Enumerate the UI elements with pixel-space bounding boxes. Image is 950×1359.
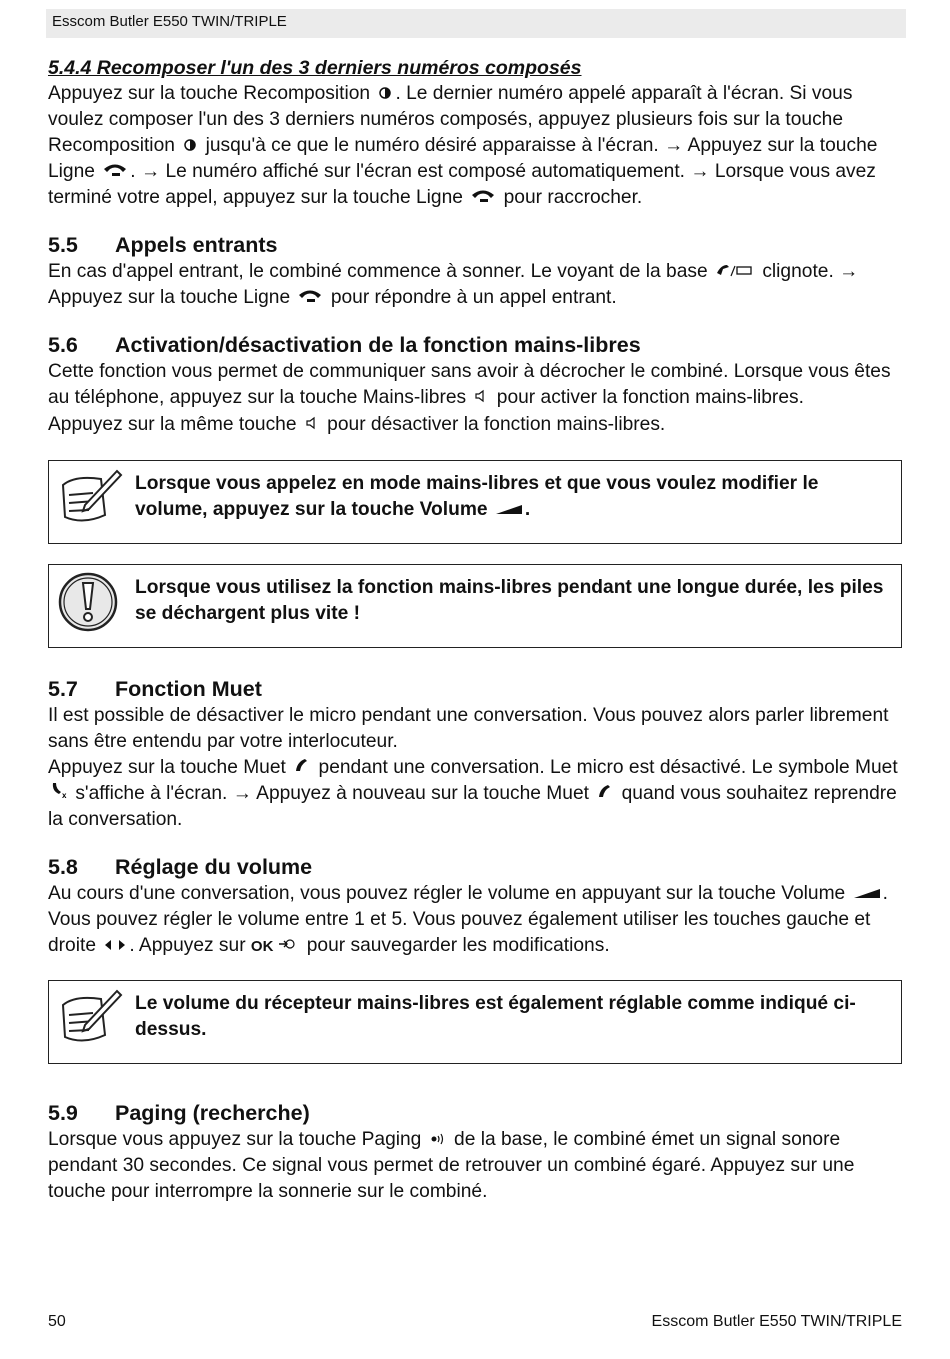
page-content bbox=[48, 56, 904, 1205]
page-header bbox=[46, 9, 906, 38]
section-heading-5-6: 5.6 Activation/désactivation de la fonction mains-libres bbox=[48, 333, 641, 358]
left-right-arrows-icon bbox=[103, 933, 127, 959]
subsection-title: 5.4.4 Recomposer l'un des 3 derniers numéros composés bbox=[48, 57, 582, 79]
mute-icon bbox=[293, 755, 311, 781]
footer-title: Esscom Butler E550 TWIN/TRIPLE bbox=[651, 1313, 902, 1330]
section-heading-5-7: 5.7 Fonction Muet bbox=[48, 676, 262, 701]
paragraph: Appuyez sur la même touche pour désactiver la fonction mains-libres. bbox=[48, 412, 904, 438]
mute-symbol-icon bbox=[50, 781, 68, 807]
line-handset-icon bbox=[297, 285, 323, 311]
ok-label: OK bbox=[250, 937, 274, 955]
section-heading-5-9: 5.9 Paging (recherche) bbox=[48, 1100, 310, 1125]
mute-icon bbox=[596, 781, 614, 807]
volume-icon bbox=[853, 881, 881, 907]
warning-box bbox=[48, 564, 902, 648]
note-text: Lorsque vous appelez en mode mains-libres et que vous voulez modifier le volume, appuyez sur la touche Volume . bbox=[49, 461, 901, 537]
note-pencil-icon bbox=[55, 465, 125, 539]
note-text: Le volume du récepteur mains-libres est également réglable comme indiqué ci-dessus. bbox=[135, 992, 856, 1040]
line-handset-icon bbox=[470, 185, 496, 211]
note-pencil-icon bbox=[55, 985, 125, 1059]
header-title: Esscom Butler E550 TWIN/TRIPLE bbox=[52, 13, 287, 30]
ok-key-icon bbox=[275, 933, 299, 959]
note-box bbox=[48, 460, 902, 544]
svg-text:x: x bbox=[62, 790, 67, 799]
warning-text: Lorsque vous utilisez la fonction mains-libres pendant une longue durée, les piles se déchargent plus vite ! bbox=[135, 576, 884, 624]
section-heading-5-8: 5.8 Réglage du volume bbox=[48, 854, 313, 879]
paragraph: Lorsque vous appuyez sur la touche Paging de la base, le combiné émet un signal sonore pendant 30 secondes. Ce signal vous permet de retrouver un combiné égaré. Appuyez sur une touche pour interrompre la sonnerie sur le combiné. bbox=[48, 1127, 904, 1205]
paragraph: Il est possible de désactiver le micro pendant une conversation. Vous pouvez alors parler librement sans être entendu par votre interlocuteur. bbox=[48, 704, 889, 752]
volume-icon bbox=[495, 497, 523, 523]
paragraph: Appuyez sur la touche Recomposition . Le dernier numéro appelé apparaît à l'écran. Si vous voulez composer l'un des 3 derniers numéros composés, appuyez plusieurs fois sur la touche Recomposition jusqu'à ce que le numéro désiré apparaisse à l'écran. → Appuyez sur la touche Ligne . → Le numéro affiché sur l'écran est composé automatiquement. → Lorsque vous avez terminé votre appel, appuyez sur la touche Ligne pour raccrocher. bbox=[48, 81, 904, 211]
paragraph: Au cours d'une conversation, vous pouvez régler le volume en appuyant sur la touche Volume . Vous pouvez régler le volume entre 1 et 5. Vous pouvez également utiliser les touches gauche et droite . Appuyez sur OK pour sauvegarder les modifications. bbox=[48, 881, 904, 960]
line-handset-icon bbox=[102, 159, 128, 185]
speaker-icon bbox=[304, 412, 320, 438]
page-number: 50 bbox=[48, 1313, 66, 1330]
section-heading-5-5: 5.5 Appels entrants bbox=[48, 233, 278, 258]
redial-icon bbox=[182, 133, 198, 159]
speaker-icon bbox=[473, 385, 489, 411]
paragraph: En cas d'appel entrant, le combiné commence à sonner. Le voyant de la base clignote. → Appuyez sur la touche Ligne pour répondre à un appel entrant. bbox=[48, 259, 904, 311]
base-led-icon bbox=[715, 259, 755, 285]
exclamation-icon bbox=[55, 569, 121, 643]
paging-icon bbox=[429, 1127, 447, 1153]
redial-icon bbox=[377, 81, 393, 107]
note-box bbox=[48, 980, 902, 1064]
paragraph: Cette fonction vous permet de communiquer sans avoir à décrocher le combiné. Lorsque vous êtes au téléphone, appuyez sur la touche Mains-libres pour activer la fonction mains-libres. bbox=[48, 359, 904, 411]
paragraph: Appuyez sur la touche Muet pendant une conversation. Le micro est désactivé. Le symbole Muet x s'affiche à l'écran. → Appuyez à nouveau sur la touche Muet quand vous souhaitez reprendre la conversation. bbox=[48, 755, 904, 833]
